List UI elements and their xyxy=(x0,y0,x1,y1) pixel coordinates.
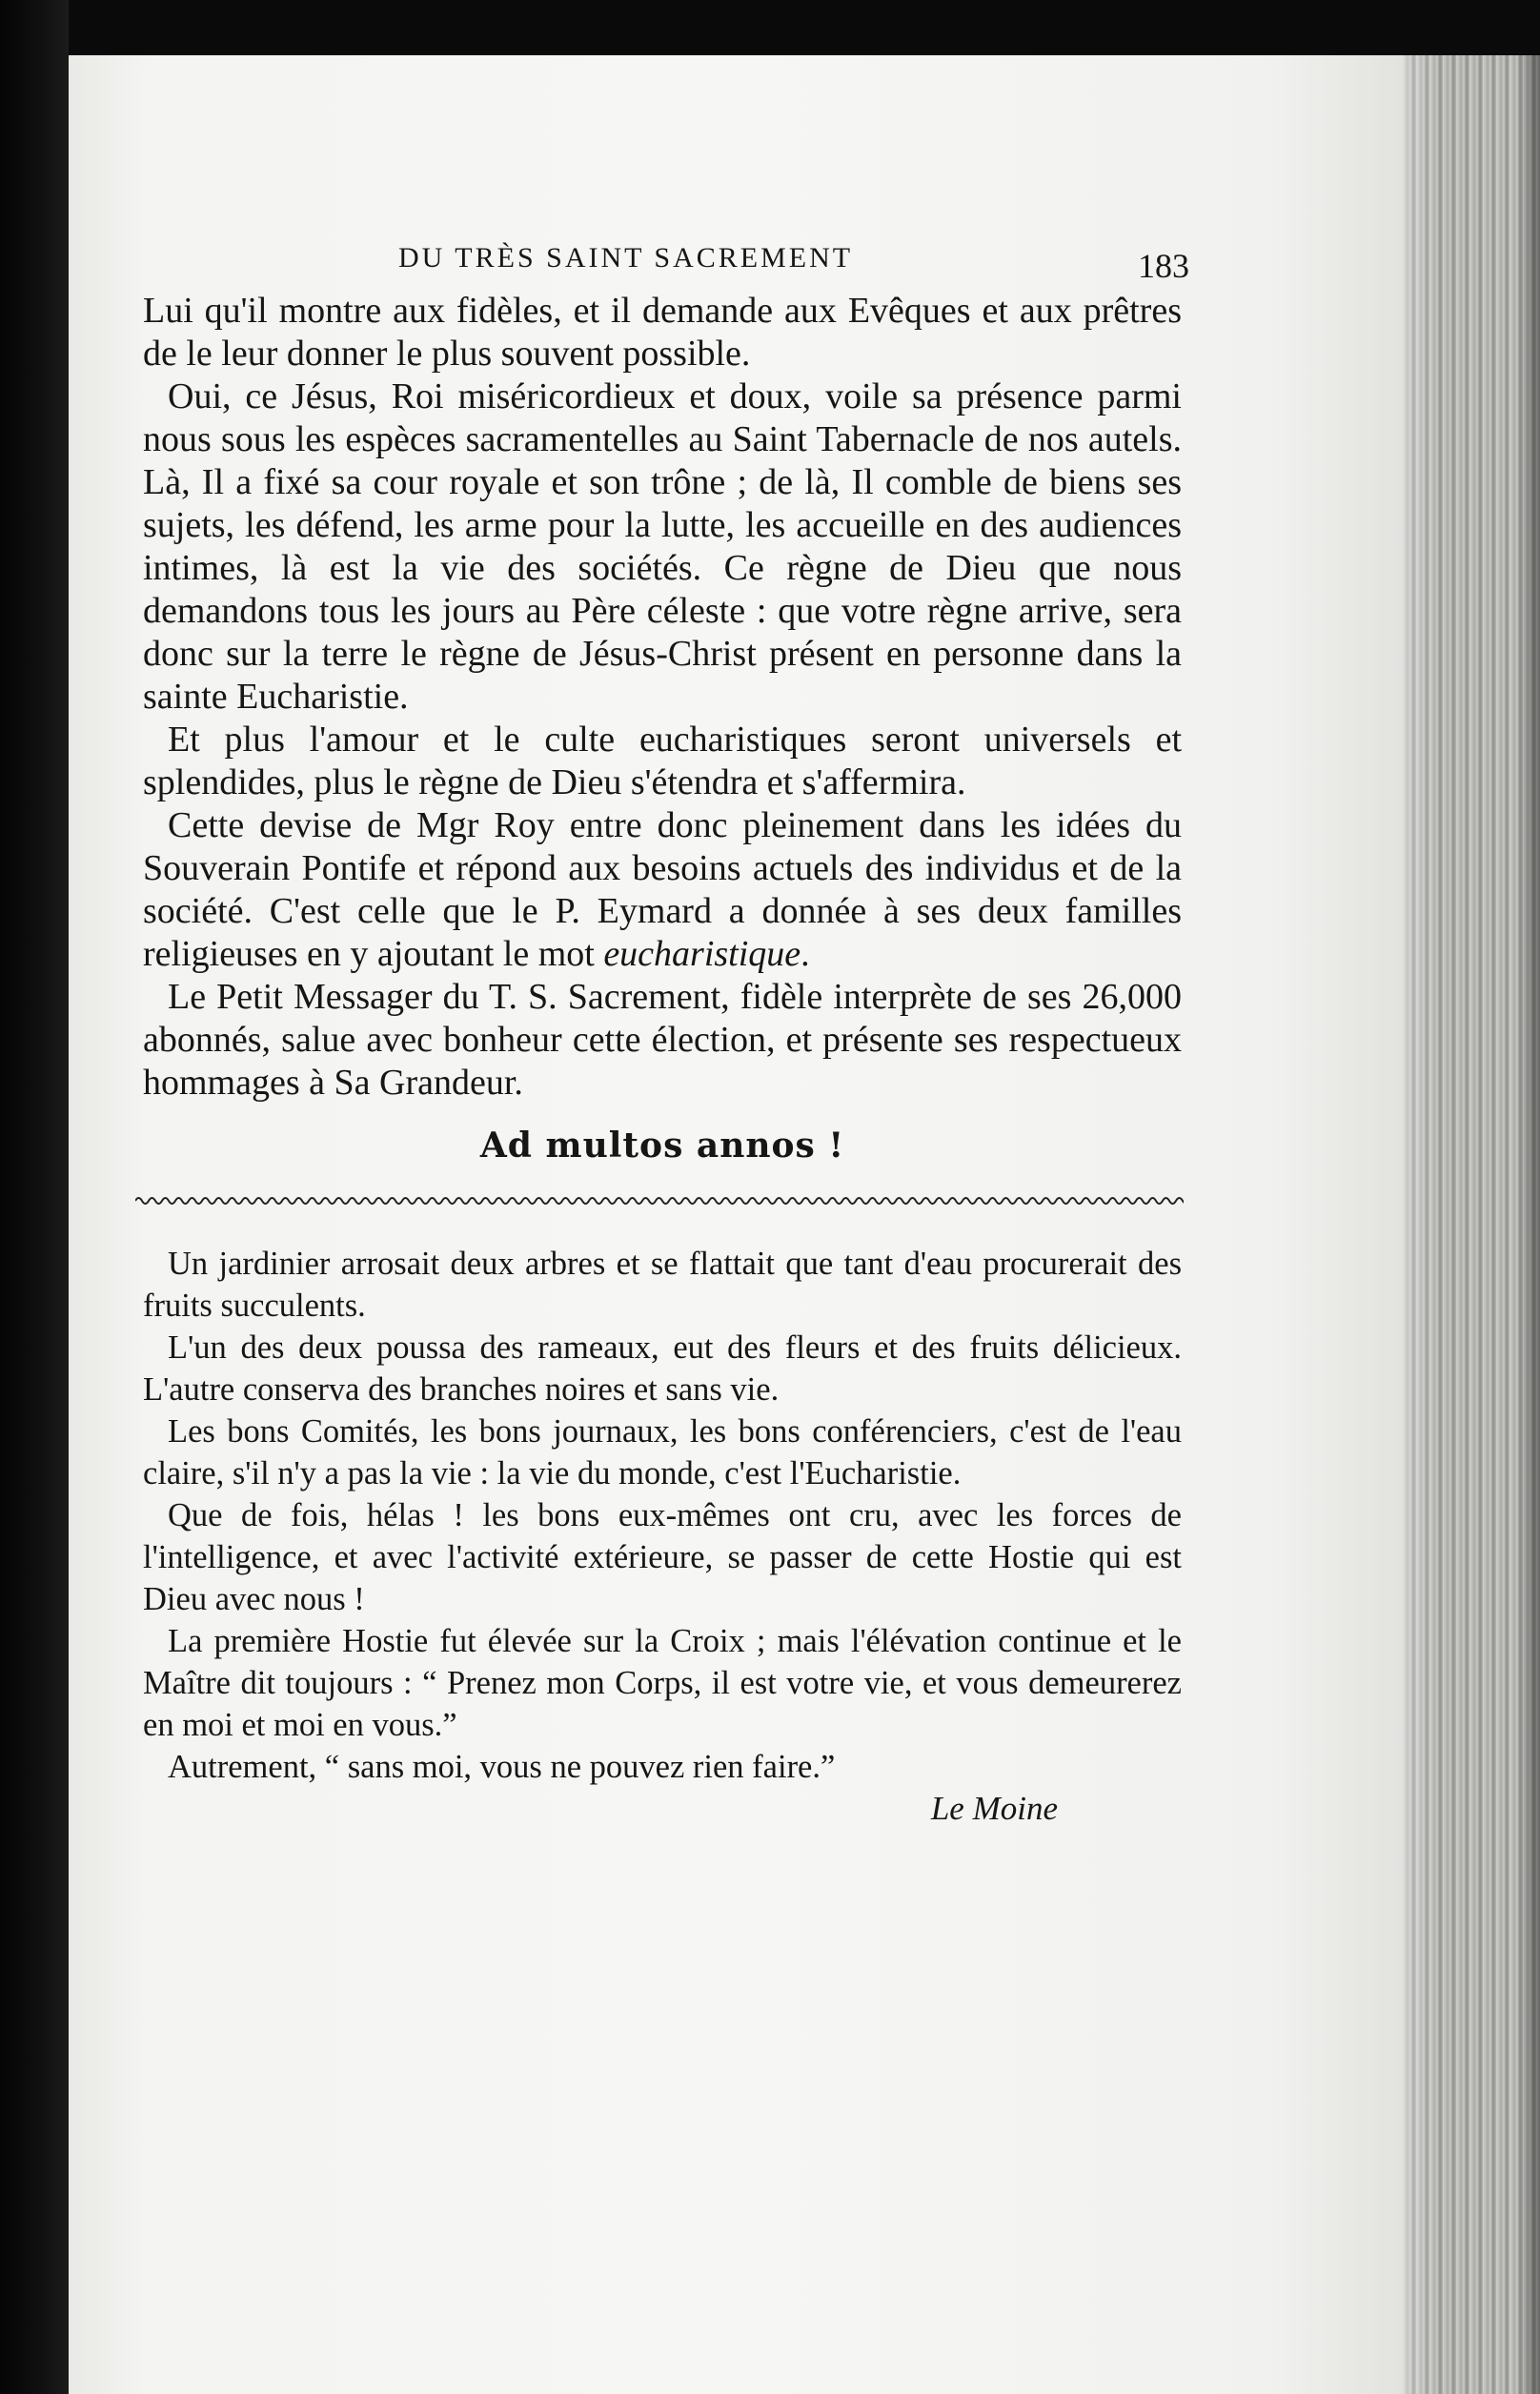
fable-paragraph: Autrement, “ sans moi, vous ne pouvez rien faire.” xyxy=(168,1749,836,1785)
fable-paragraph: Que de fois, hélas ! les bons eux-mêmes ont cru, avec les forces de l'intelligence, et avec l'activité extérieure, se passer de cette Hostie qui est Dieu avec nous ! xyxy=(143,1497,1182,1617)
devise-text: Cette devise de Mgr Roy entre donc pleinement dans les idées du Souverain Pontife et répond aux besoins actuels des individus et de la société. C'est celle que le P. Eymard a donnée à ses deux familles religieuses en y ajoutant le mot xyxy=(143,805,1182,974)
fable-paragraph: Les bons Comités, les bons journaux, les bons conférenciers, c'est de l'eau claire, s'il n'y a pas la vie : la vie du monde, c'est l'Eucharistie. xyxy=(143,1413,1182,1491)
article-paragraph: Lui qu'il montre aux fidèles, et il demande aux Evêques et aux prêtres de le leur donner le plus souvent possible. xyxy=(143,291,1182,374)
article-paragraph: Le Petit Messager du T. S. Sacrement, fidèle interprète de ses 26,000 abonnés, salue avec bonheur cette élection, et présente ses respectueux hommages à Sa Grandeur. xyxy=(143,977,1182,1103)
motto: Ad multos annos ! xyxy=(479,1126,845,1166)
devise-emphasis: eucharistique xyxy=(603,934,801,974)
fable-paragraph: La première Hostie fut élevée sur la Croix ; mais l'élévation continue et le Maître dit toujours : “ Prenez mon Corps, il est votre vie, et vous demeurerez en moi et moi en vous.” xyxy=(143,1623,1182,1743)
fable-paragraph: Un jardinier arrosait deux arbres et se flattait que tant d'eau procurerait des fruits succulents. xyxy=(143,1246,1182,1324)
page-content xyxy=(143,236,1189,1830)
page-number: 183 xyxy=(1138,247,1189,285)
signature: Le Moine xyxy=(930,1790,1058,1827)
scan-left-margin xyxy=(0,0,69,2394)
running-head xyxy=(143,236,1189,290)
book-page-edges xyxy=(1403,55,1540,2394)
wavy-divider xyxy=(135,1192,1184,1209)
article-paragraph: Et plus l'amour et le culte eucharistiques seront universels et splendides, plus le règne de Dieu s'étendra et s'affermira. xyxy=(143,720,1182,802)
article-paragraph: Oui, ce Jésus, Roi miséricordieux et doux, voile sa présence parmi nous sous les espèces sacramentelles au Saint Tabernacle de nos autels. Là, Il a fixé sa cour royale et son trône ; de là, Il comble de biens ses sujets, les défend, les arme pour la lutte, les accueille en des audiences intimes, là est la vie des sociétés. Ce règne de Dieu que nous demandons tous les jours au Père céleste : que votre règne arrive, sera donc sur la terre le règne de Jésus-Christ présent en personne dans la sainte Eucharistie. xyxy=(143,376,1182,717)
devise-end: . xyxy=(800,934,810,974)
fable-paragraph: L'un des deux poussa des rameaux, eut des fleurs et des fruits délicieux. L'autre conserva des branches noires et sans vie. xyxy=(143,1329,1182,1408)
fable-block xyxy=(143,1243,1182,1830)
scan-top-margin xyxy=(69,0,1540,55)
article-paragraph-devise xyxy=(143,804,1182,976)
running-title: DU TRÈS SAINT SACREMENT xyxy=(398,242,854,274)
